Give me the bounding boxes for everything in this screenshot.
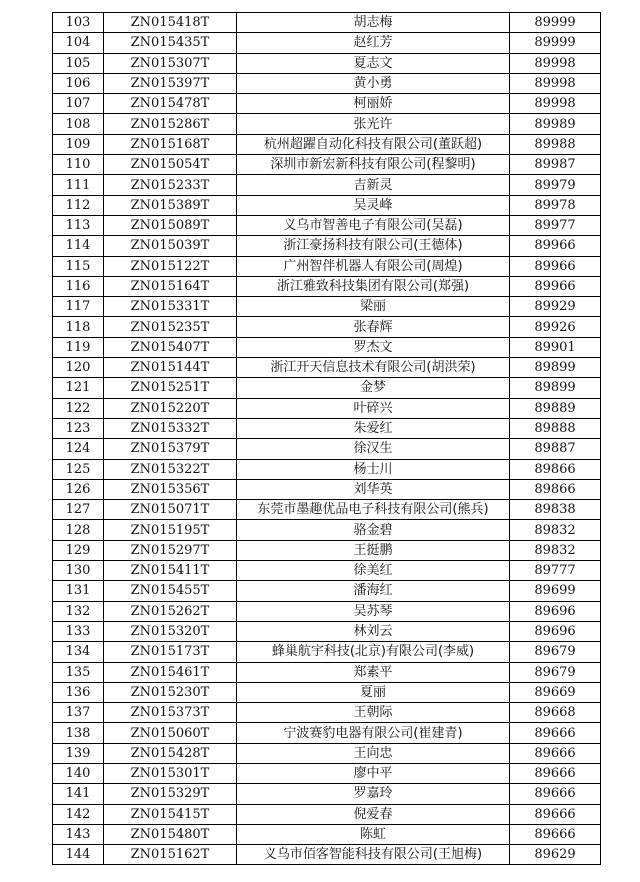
- table-row: [53, 155, 601, 175]
- name-cell: 吴灵峰: [237, 195, 510, 215]
- entry-id-cell: ZN015286T: [104, 114, 237, 134]
- row-number-cell: 118: [53, 317, 104, 337]
- row-number-cell: 139: [53, 743, 104, 763]
- name-cell: 刘华英: [237, 479, 510, 499]
- table-row: [53, 682, 601, 702]
- row-number-cell: 116: [53, 276, 104, 296]
- table-row: [53, 804, 601, 824]
- row-number-cell: 140: [53, 763, 104, 783]
- entry-id-cell: ZN015407T: [104, 337, 237, 357]
- row-number-cell: 106: [53, 73, 104, 93]
- table-row: [53, 581, 601, 601]
- score-cell: 89832: [510, 520, 601, 540]
- entry-id-cell: ZN015331T: [104, 297, 237, 317]
- table-row: [53, 703, 601, 723]
- table-row: [53, 73, 601, 93]
- row-number-cell: 124: [53, 439, 104, 459]
- name-cell: 张春辉: [237, 317, 510, 337]
- table-row: [53, 13, 601, 33]
- row-number-cell: 113: [53, 215, 104, 235]
- table-row: [53, 621, 601, 641]
- score-cell: 89777: [510, 561, 601, 581]
- score-cell: 89887: [510, 439, 601, 459]
- score-cell: 89978: [510, 195, 601, 215]
- name-cell: 徐美红: [237, 561, 510, 581]
- row-number-cell: 128: [53, 520, 104, 540]
- entry-id-cell: ZN015233T: [104, 175, 237, 195]
- row-number-cell: 111: [53, 175, 104, 195]
- row-number-cell: 105: [53, 53, 104, 73]
- table-row: [53, 561, 601, 581]
- entry-id-cell: ZN015144T: [104, 358, 237, 378]
- table-row: [53, 337, 601, 357]
- name-cell: 东莞市墨趣优品电子科技有限公司(熊兵): [237, 500, 510, 520]
- name-cell: 吉新灵: [237, 175, 510, 195]
- entry-id-cell: ZN015373T: [104, 703, 237, 723]
- entry-id-cell: ZN015039T: [104, 236, 237, 256]
- entry-id-cell: ZN015297T: [104, 540, 237, 560]
- entry-id-cell: ZN015122T: [104, 256, 237, 276]
- entry-id-cell: ZN015389T: [104, 195, 237, 215]
- name-cell: 杭州超躍自动化科技有限公司(董跃超): [237, 134, 510, 154]
- table-row: [53, 500, 601, 520]
- row-number-cell: 125: [53, 459, 104, 479]
- score-cell: 89629: [510, 845, 601, 865]
- entry-id-cell: ZN015301T: [104, 763, 237, 783]
- row-number-cell: 143: [53, 824, 104, 844]
- name-cell: 胡志梅: [237, 13, 510, 33]
- row-number-cell: 144: [53, 845, 104, 865]
- score-cell: 89899: [510, 378, 601, 398]
- entry-id-cell: ZN015251T: [104, 378, 237, 398]
- row-number-cell: 112: [53, 195, 104, 215]
- name-cell: 罗嘉玲: [237, 784, 510, 804]
- entry-id-cell: ZN015173T: [104, 642, 237, 662]
- name-cell: 王向忠: [237, 743, 510, 763]
- table-row: [53, 175, 601, 195]
- row-number-cell: 137: [53, 703, 104, 723]
- row-number-cell: 133: [53, 621, 104, 641]
- score-cell: 89668: [510, 703, 601, 723]
- table-row: [53, 723, 601, 743]
- table-row: [53, 215, 601, 235]
- row-number-cell: 131: [53, 581, 104, 601]
- score-cell: 89666: [510, 743, 601, 763]
- table-row: [53, 520, 601, 540]
- name-cell: 陈虹: [237, 824, 510, 844]
- table-row: [53, 134, 601, 154]
- score-cell: 89998: [510, 53, 601, 73]
- row-number-cell: 136: [53, 682, 104, 702]
- table-row: [53, 114, 601, 134]
- table-row: [53, 378, 601, 398]
- table-row: [53, 845, 601, 865]
- name-cell: 叶碎兴: [237, 398, 510, 418]
- entry-id-cell: ZN015428T: [104, 743, 237, 763]
- name-cell: 骆金碧: [237, 520, 510, 540]
- score-cell: 89899: [510, 358, 601, 378]
- name-cell: 林刘云: [237, 621, 510, 641]
- score-cell: 89866: [510, 459, 601, 479]
- table-row: [53, 743, 601, 763]
- score-cell: 89666: [510, 824, 601, 844]
- row-number-cell: 134: [53, 642, 104, 662]
- score-cell: 89666: [510, 804, 601, 824]
- name-cell: 廖中平: [237, 763, 510, 783]
- entry-id-cell: ZN015307T: [104, 53, 237, 73]
- name-cell: 黄小勇: [237, 73, 510, 93]
- name-cell: 郑素平: [237, 662, 510, 682]
- name-cell: 梁丽: [237, 297, 510, 317]
- row-number-cell: 104: [53, 33, 104, 53]
- entry-id-cell: ZN015262T: [104, 601, 237, 621]
- entry-id-cell: ZN015415T: [104, 804, 237, 824]
- name-cell: 浙江豪扬科技有限公司(王德体): [237, 236, 510, 256]
- score-cell: 89901: [510, 337, 601, 357]
- results-table: [52, 12, 601, 865]
- table-row: [53, 33, 601, 53]
- score-cell: 89838: [510, 500, 601, 520]
- entry-id-cell: ZN015418T: [104, 13, 237, 33]
- table-row: [53, 398, 601, 418]
- table-row: [53, 358, 601, 378]
- row-number-cell: 107: [53, 94, 104, 114]
- name-cell: 潘海红: [237, 581, 510, 601]
- score-cell: 89989: [510, 114, 601, 134]
- score-cell: 89679: [510, 662, 601, 682]
- entry-id-cell: ZN015054T: [104, 155, 237, 175]
- row-number-cell: 114: [53, 236, 104, 256]
- score-cell: 89666: [510, 723, 601, 743]
- name-cell: 浙江开天信息技术有限公司(胡洪荣): [237, 358, 510, 378]
- name-cell: 柯丽娇: [237, 94, 510, 114]
- table-row: [53, 439, 601, 459]
- row-number-cell: 138: [53, 723, 104, 743]
- score-cell: 89966: [510, 236, 601, 256]
- name-cell: 义乌市智善电子有限公司(吴磊): [237, 215, 510, 235]
- name-cell: 徐汉生: [237, 439, 510, 459]
- row-number-cell: 135: [53, 662, 104, 682]
- name-cell: 赵红芳: [237, 33, 510, 53]
- table-row: [53, 94, 601, 114]
- entry-id-cell: ZN015162T: [104, 845, 237, 865]
- name-cell: 宁波赛豹电器有限公司(崔建青): [237, 723, 510, 743]
- entry-id-cell: ZN015089T: [104, 215, 237, 235]
- score-cell: 89987: [510, 155, 601, 175]
- row-number-cell: 130: [53, 561, 104, 581]
- table-row: [53, 53, 601, 73]
- score-cell: 89666: [510, 763, 601, 783]
- table-row: [53, 662, 601, 682]
- row-number-cell: 119: [53, 337, 104, 357]
- name-cell: 金梦: [237, 378, 510, 398]
- table-row: [53, 479, 601, 499]
- entry-id-cell: ZN015478T: [104, 94, 237, 114]
- row-number-cell: 141: [53, 784, 104, 804]
- entry-id-cell: ZN015435T: [104, 33, 237, 53]
- row-number-cell: 121: [53, 378, 104, 398]
- entry-id-cell: ZN015320T: [104, 621, 237, 641]
- entry-id-cell: ZN015329T: [104, 784, 237, 804]
- score-cell: 89832: [510, 540, 601, 560]
- entry-id-cell: ZN015071T: [104, 500, 237, 520]
- table-row: [53, 824, 601, 844]
- name-cell: 朱爱红: [237, 418, 510, 438]
- table-row: [53, 784, 601, 804]
- entry-id-cell: ZN015164T: [104, 276, 237, 296]
- entry-id-cell: ZN015480T: [104, 824, 237, 844]
- name-cell: 倪爱春: [237, 804, 510, 824]
- table-row: [53, 540, 601, 560]
- entry-id-cell: ZN015235T: [104, 317, 237, 337]
- table-row: [53, 317, 601, 337]
- score-cell: 89679: [510, 642, 601, 662]
- row-number-cell: 108: [53, 114, 104, 134]
- name-cell: 浙江雅致科技集团有限公司(郑强): [237, 276, 510, 296]
- table-row: [53, 601, 601, 621]
- score-cell: 89988: [510, 134, 601, 154]
- score-cell: 89966: [510, 276, 601, 296]
- score-cell: 89889: [510, 398, 601, 418]
- score-cell: 89696: [510, 621, 601, 641]
- score-cell: 89699: [510, 581, 601, 601]
- row-number-cell: 117: [53, 297, 104, 317]
- score-cell: 89999: [510, 33, 601, 53]
- table-row: [53, 256, 601, 276]
- score-cell: 89929: [510, 297, 601, 317]
- score-cell: 89966: [510, 256, 601, 276]
- score-cell: 89866: [510, 479, 601, 499]
- name-cell: 王朝际: [237, 703, 510, 723]
- table-row: [53, 763, 601, 783]
- entry-id-cell: ZN015060T: [104, 723, 237, 743]
- entry-id-cell: ZN015356T: [104, 479, 237, 499]
- table-row: [53, 418, 601, 438]
- row-number-cell: 123: [53, 418, 104, 438]
- table-row: [53, 195, 601, 215]
- score-cell: 89888: [510, 418, 601, 438]
- score-cell: 89926: [510, 317, 601, 337]
- row-number-cell: 122: [53, 398, 104, 418]
- name-cell: 杨士川: [237, 459, 510, 479]
- score-cell: 89696: [510, 601, 601, 621]
- name-cell: 王挺鹏: [237, 540, 510, 560]
- name-cell: 张光许: [237, 114, 510, 134]
- row-number-cell: 103: [53, 13, 104, 33]
- table-row: [53, 236, 601, 256]
- entry-id-cell: ZN015455T: [104, 581, 237, 601]
- row-number-cell: 132: [53, 601, 104, 621]
- row-number-cell: 127: [53, 500, 104, 520]
- entry-id-cell: ZN015230T: [104, 682, 237, 702]
- score-cell: 89977: [510, 215, 601, 235]
- name-cell: 深圳市新宏新科技有限公司(程黎明): [237, 155, 510, 175]
- name-cell: 广州智伴机器人有限公司(周煌): [237, 256, 510, 276]
- table-row: [53, 642, 601, 662]
- entry-id-cell: ZN015322T: [104, 459, 237, 479]
- score-cell: 89979: [510, 175, 601, 195]
- name-cell: 罗杰文: [237, 337, 510, 357]
- row-number-cell: 120: [53, 358, 104, 378]
- entry-id-cell: ZN015411T: [104, 561, 237, 581]
- table-row: [53, 459, 601, 479]
- table-row: [53, 297, 601, 317]
- row-number-cell: 126: [53, 479, 104, 499]
- entry-id-cell: ZN015397T: [104, 73, 237, 93]
- entry-id-cell: ZN015461T: [104, 662, 237, 682]
- entry-id-cell: ZN015220T: [104, 398, 237, 418]
- score-cell: 89998: [510, 73, 601, 93]
- row-number-cell: 129: [53, 540, 104, 560]
- score-cell: 89666: [510, 784, 601, 804]
- entry-id-cell: ZN015379T: [104, 439, 237, 459]
- row-number-cell: 109: [53, 134, 104, 154]
- score-cell: 89998: [510, 94, 601, 114]
- entry-id-cell: ZN015168T: [104, 134, 237, 154]
- name-cell: 蜂巢航宇科技(北京)有限公司(李威): [237, 642, 510, 662]
- name-cell: 义乌市佰客智能科技有限公司(王旭梅): [237, 845, 510, 865]
- name-cell: 吴苏琴: [237, 601, 510, 621]
- score-cell: 89999: [510, 13, 601, 33]
- score-cell: 89669: [510, 682, 601, 702]
- row-number-cell: 110: [53, 155, 104, 175]
- entry-id-cell: ZN015332T: [104, 418, 237, 438]
- row-number-cell: 115: [53, 256, 104, 276]
- name-cell: 夏丽: [237, 682, 510, 702]
- name-cell: 夏志文: [237, 53, 510, 73]
- entry-id-cell: ZN015195T: [104, 520, 237, 540]
- table-row: [53, 276, 601, 296]
- row-number-cell: 142: [53, 804, 104, 824]
- results-table-body: [53, 13, 601, 865]
